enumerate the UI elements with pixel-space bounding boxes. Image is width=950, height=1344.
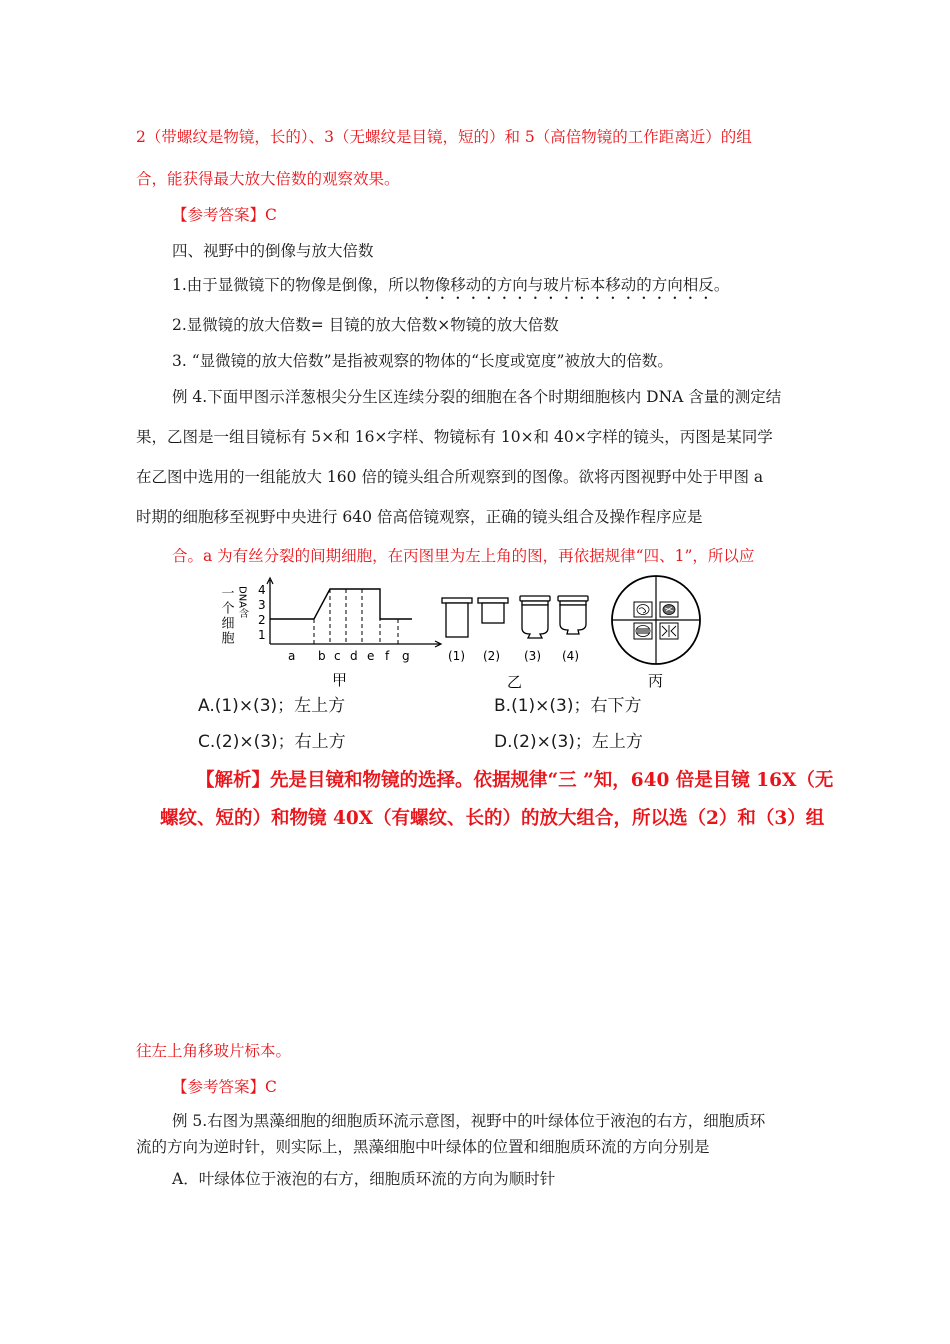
rule-1-pre: 1.由于显微镜下的物像是倒像，所以: [172, 276, 420, 294]
answer-1: [172, 204, 277, 226]
rule-1-emphasis: 物像移动的方向与玻片标本移动的方向相反: [419, 276, 714, 294]
ln-2: 合，能获得最大放大倍数的观察效果。: [136, 170, 400, 188]
figure: [190, 572, 710, 690]
x-tick-d: d: [350, 649, 358, 663]
option-c: C.(2)×(3)；右上方: [198, 732, 346, 752]
example-4-line-3: 在乙图中选用的一组能放大 160 倍的镜头组合所观察到的图像。欲将丙图视野中处于甲图 a: [136, 468, 764, 486]
lenses-yi: [442, 596, 588, 690]
x-tick-e: e: [367, 649, 375, 663]
x-tick-g: g: [402, 649, 410, 663]
x-tick-c: c: [334, 649, 341, 663]
section-4-title: 四、视野中的倒像与放大倍数: [172, 242, 374, 260]
y-label-col-2: DNA含: [236, 586, 248, 619]
y-tick-1: 1: [258, 628, 266, 642]
x-tick-b: b: [318, 649, 326, 663]
graph-jia: [219, 578, 442, 689]
analysis-line-1: 【解析】先是目镜和物镜的选择。依据规律“三 ”知，640 倍是目镜 16X（无: [196, 770, 834, 791]
option-b: B.(1)×(3)；右下方: [494, 696, 642, 716]
answer-2: [172, 1076, 277, 1098]
y-label-col-1: 一个细胞: [218, 586, 234, 646]
option-d: D.(2)×(3)；左上方: [494, 732, 643, 752]
rule-1: [172, 274, 729, 303]
caption-jia: 甲: [332, 671, 348, 689]
lens-label-1: (1): [448, 649, 465, 663]
example-4-line-4: 时期的细胞移至视野中央进行 640 倍高倍镜观察，正确的镜头组合及操作程序应是: [136, 508, 703, 526]
y-tick-2: 2: [258, 613, 266, 627]
dna-curve: [270, 589, 412, 619]
analysis-end: 往左上角移玻片标本。: [136, 1042, 292, 1060]
lens-1-eyepiece: [442, 598, 472, 637]
example-5-line-2: 流的方向为逆时针，则实际上，黑藻细胞中叶绿体的位置和细胞质环流的方向分别是: [136, 1138, 710, 1156]
field-bing: [612, 576, 700, 690]
lens-label-4: (4): [562, 649, 579, 663]
option-a: A.(1)×(3)；左上方: [198, 696, 346, 716]
y-tick-4: 4: [258, 583, 266, 597]
caption-bing: 丙: [648, 672, 664, 690]
x-tick-f: f: [385, 649, 390, 663]
caption-yi: 乙: [507, 673, 523, 690]
analysis-middle: 合。a 为有丝分裂的间期细胞，在丙图里为左上角的图，再依据规律“四、1”，所以应: [172, 547, 755, 565]
lens-label-2: (2): [483, 649, 500, 663]
cell-bottom-left: [634, 623, 652, 639]
example-5-option-a: A．叶绿体位于液泡的右方，细胞质环流的方向为顺时针: [172, 1170, 556, 1188]
cell-bottom-right: [660, 623, 678, 639]
rule-1-post: 。: [713, 276, 730, 294]
rule-2: 2.显微镜的放大倍数= 目镜的放大倍数×物镜的放大倍数: [172, 316, 559, 334]
rule-3: 3. “显微镜的放大倍数”是指被观察的物体的“长度或宽度”被放大的倍数。: [172, 352, 673, 370]
y-tick-3: 3: [258, 598, 266, 612]
example-4-line-2: 果，乙图是一组目镜标有 5×和 16×字样、物镜标有 10×和 40×字样的镜头，丙图是某同学: [136, 428, 773, 446]
ln-1: 2（带螺纹是物镜，长的）、3（无螺纹是目镜，短的）和 5（高倍物镜的工作距离近）的组: [136, 128, 752, 146]
answer-2-text: 【参考答案】C: [172, 1078, 277, 1096]
cell-top-left: [634, 602, 652, 617]
lens-label-3: (3): [524, 649, 541, 663]
lens-2-eyepiece: [478, 598, 508, 623]
answer-1-text: 【参考答案】C: [172, 206, 277, 224]
example-5-line-1: 例 5.右图为黑藻细胞的细胞质环流示意图，视野中的叶绿体位于液泡的右方，细胞质环: [172, 1112, 766, 1130]
lens-3-objective: [520, 596, 550, 638]
lens-4-objective: [558, 596, 588, 634]
example-4-line-1: 例 4.下面甲图示洋葱根尖分生区连续分裂的细胞在各个时期细胞核内 DNA 含量的测定结: [172, 388, 782, 406]
x-tick-a: a: [288, 649, 296, 663]
cell-top-right: [660, 602, 678, 617]
analysis-line-2: 螺纹、短的）和物镜 40X（有螺纹、长的）的放大组合，所以选（2）和（3）组: [160, 808, 825, 829]
